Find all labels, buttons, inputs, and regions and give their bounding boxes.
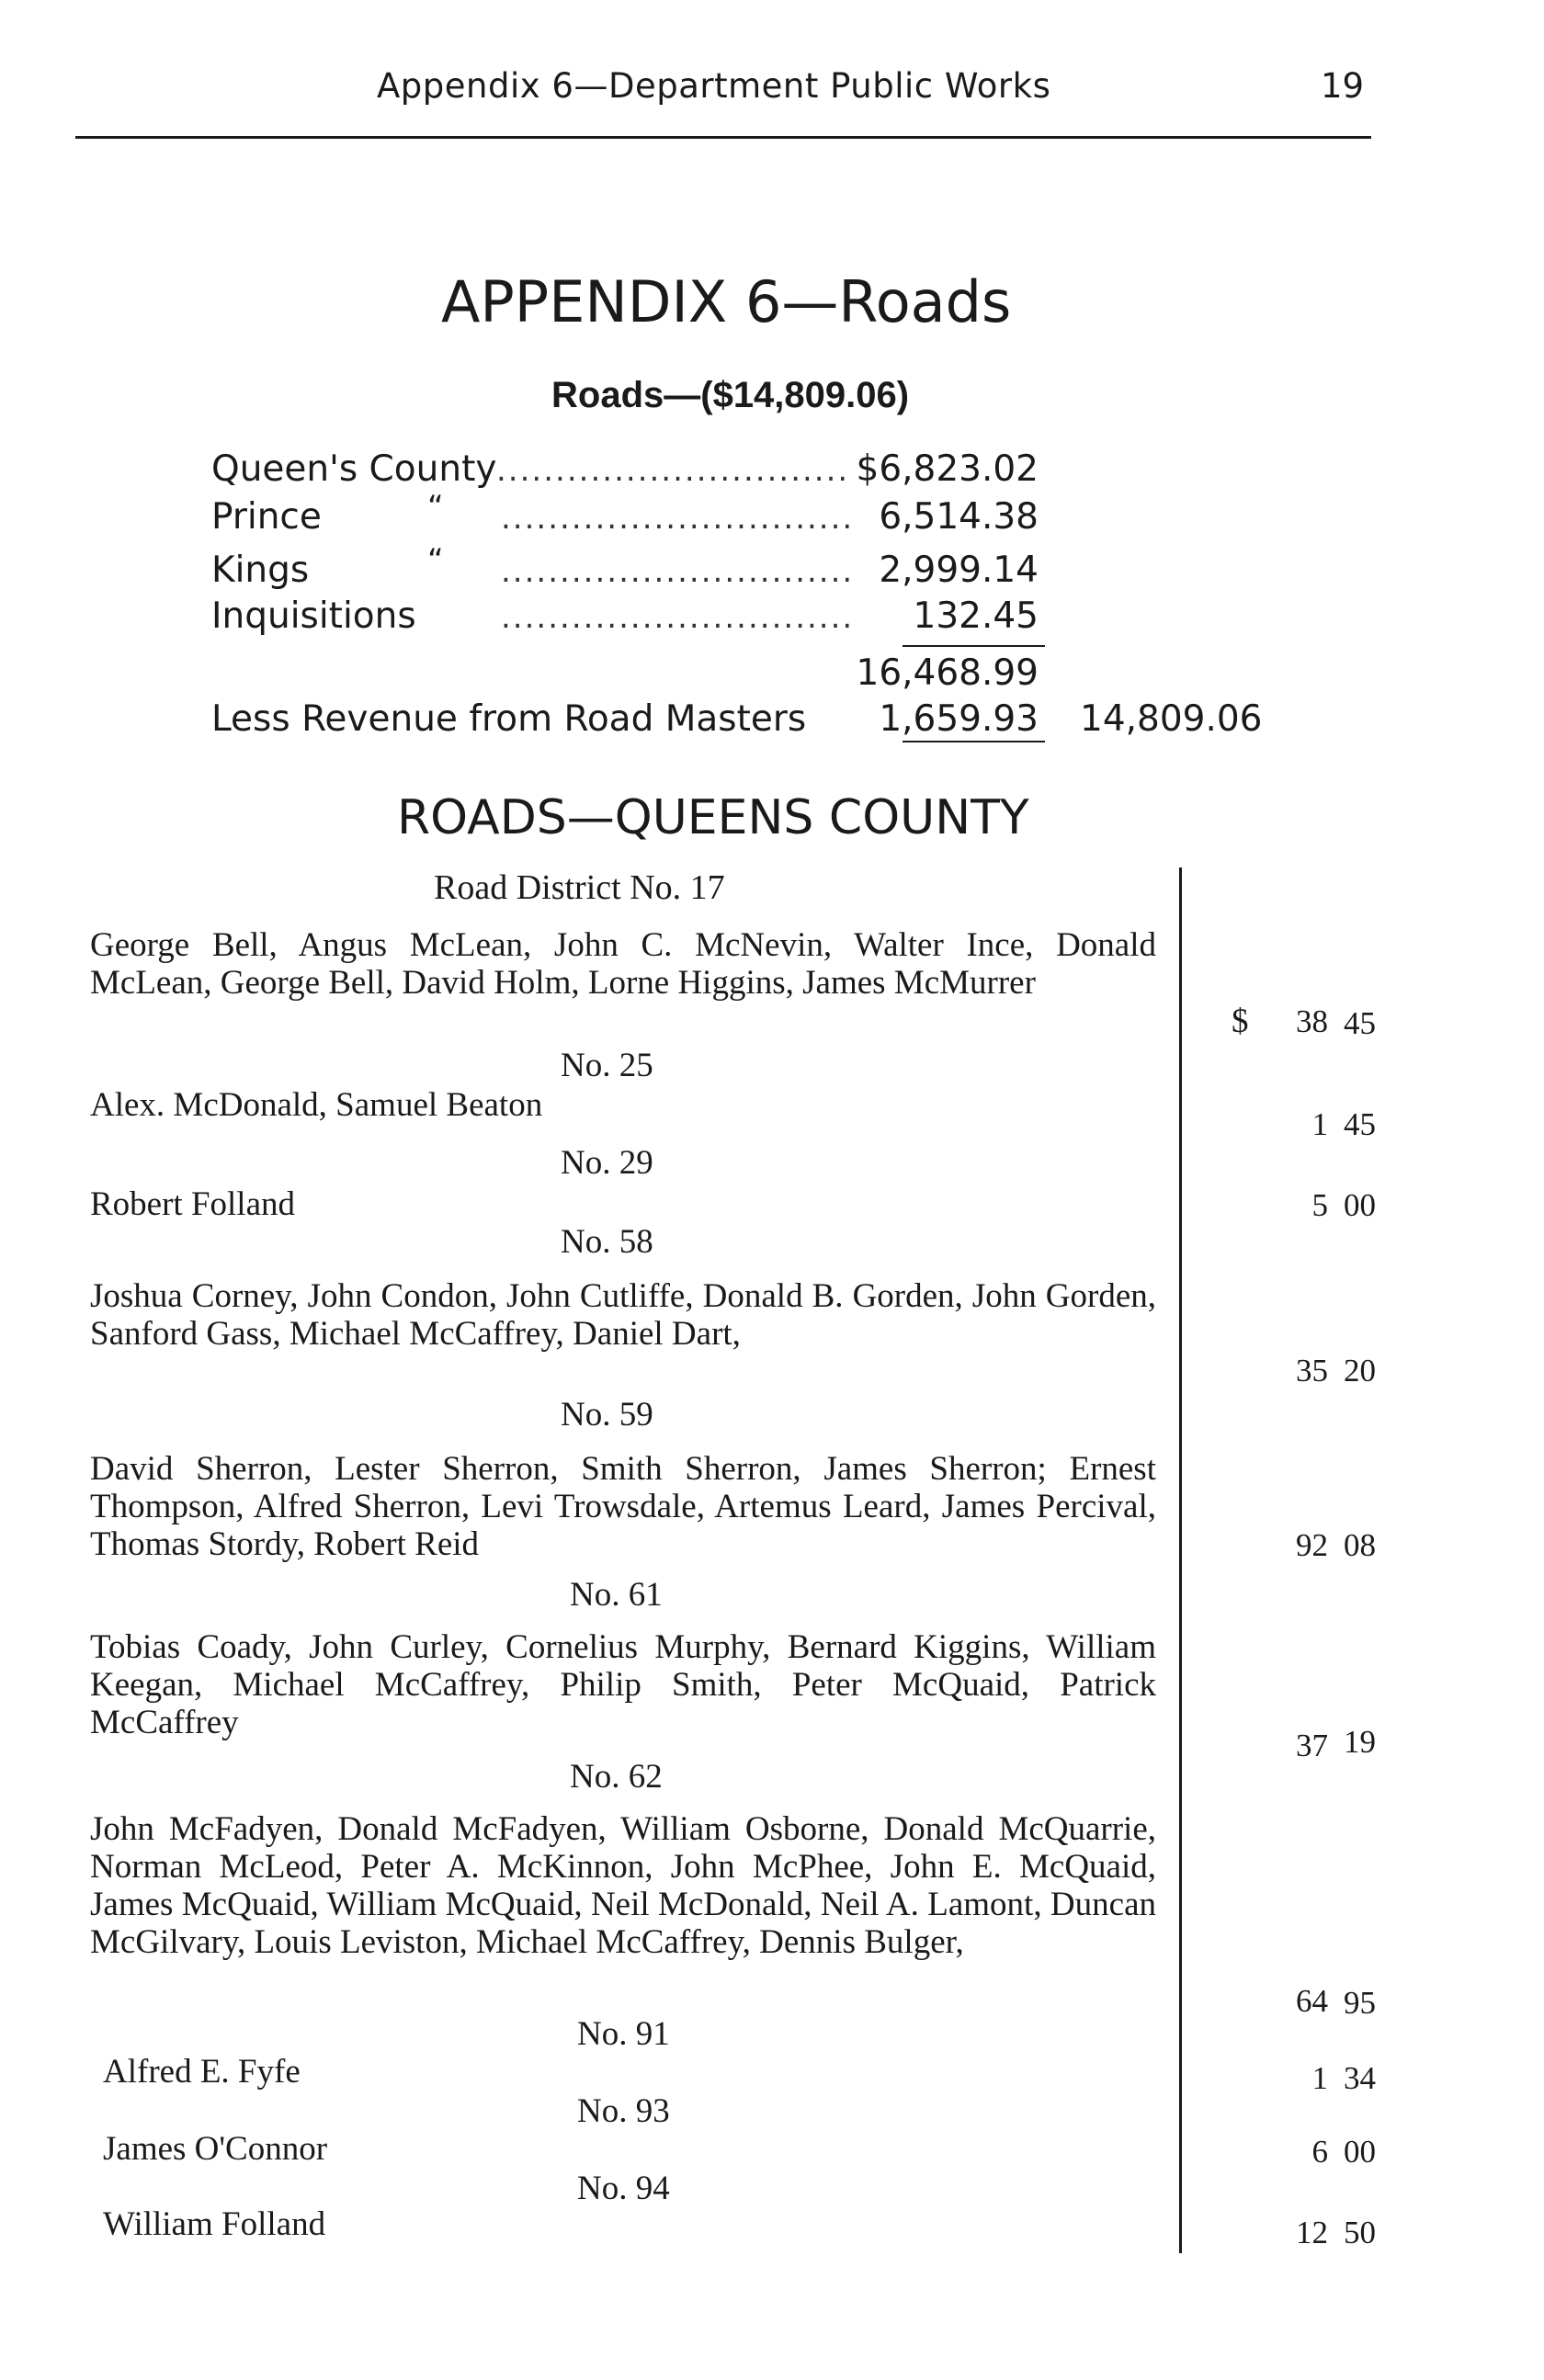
running-header-title: Appendix 6—Department Public Works xyxy=(377,66,1051,106)
district-names: Alfred E. Fyfe xyxy=(103,2053,301,2091)
district-names: David Sherron, Lester Sherron, Smith Sherron, James Sherron; Ernest Thompson, Alfred Sherron, Levi Trowsdale, Artemus Leard, James Percival, Thomas Stordy, Robert Reid xyxy=(90,1450,1156,1563)
amount-dollars: 12 xyxy=(1296,2215,1328,2250)
ditto-mark: “ xyxy=(427,489,444,526)
district-heading: No. 93 xyxy=(577,2092,670,2130)
amount-dollars: 64 xyxy=(1296,1983,1328,2019)
district-heading: No. 59 xyxy=(561,1396,653,1434)
amount-cents: 50 xyxy=(1344,2215,1376,2250)
summary-label: Queen's County xyxy=(211,448,497,490)
district-names: William Folland xyxy=(103,2205,326,2243)
summary-dots: .............................. xyxy=(501,500,855,537)
summary-amount: $6,823.02 xyxy=(856,448,1039,490)
appendix-title: APPENDIX 6—Roads xyxy=(441,268,1012,335)
amount-cents: 34 xyxy=(1344,2060,1376,2096)
amount-cents: 45 xyxy=(1344,1106,1376,1142)
district-heading: Road District No. 17 xyxy=(434,868,725,907)
amount-dollars: 38 xyxy=(1296,1003,1328,1039)
district-names: George Bell, Angus McLean, John C. McNevin, Walter Ince, Donald McLean, George Bell, David Holm, Lorne Higgins, James McMurrer xyxy=(90,926,1156,1002)
amount-cents: 95 xyxy=(1344,1985,1376,2021)
district-names: Robert Folland xyxy=(90,1185,296,1223)
summary-dots: .............................. xyxy=(501,599,855,636)
amount-cents: 20 xyxy=(1344,1353,1376,1388)
ditto-mark: “ xyxy=(427,542,444,579)
district-names: James O'Connor xyxy=(103,2130,328,2168)
district-heading: No. 62 xyxy=(570,1758,663,1796)
district-heading: No. 25 xyxy=(561,1047,653,1084)
summary-label: Inquisitions xyxy=(211,595,416,637)
subtotal-rule xyxy=(903,645,1045,647)
amount-cents: 45 xyxy=(1344,1005,1376,1041)
amount-dollars: 37 xyxy=(1296,1728,1328,1763)
district-names: Joshua Corney, John Condon, John Cutliffe, Donald B. Gorden, John Gorden, Sanford Gass, Michael McCaffrey, Daniel Dart, xyxy=(90,1277,1156,1353)
less-revenue-amount: 1,659.93 xyxy=(879,698,1039,740)
summary-dots: .............................. xyxy=(496,452,850,489)
amount-dollars: 5 xyxy=(1311,1187,1328,1223)
district-heading: No. 91 xyxy=(577,2015,670,2053)
amount-dollars: 35 xyxy=(1296,1353,1328,1388)
summary-subtotal: 16,468.99 xyxy=(856,652,1039,694)
district-names: Alex. McDonald, Samuel Beaton xyxy=(90,1086,543,1124)
amount-dollars: 92 xyxy=(1296,1527,1328,1563)
roads-total-heading: Roads—($14,809.06) xyxy=(551,375,910,415)
summary-dots: .............................. xyxy=(501,553,855,590)
district-names: Tobias Coady, John Curley, Cornelius Murphy, Bernard Kiggins, William Keegan, Michael McCaffrey, Philip Smith, Peter McQuaid, Patrick McCaffrey xyxy=(90,1628,1156,1741)
amount-dollars: 1 xyxy=(1311,2060,1328,2096)
less-revenue-label: Less Revenue from Road Masters xyxy=(211,698,807,740)
summary-amount: 6,514.38 xyxy=(879,496,1039,538)
amount-dollars: 6 xyxy=(1311,2134,1328,2170)
amount-cents: 08 xyxy=(1344,1527,1376,1563)
header-rule xyxy=(75,136,1371,139)
summary-label: Kings xyxy=(211,550,310,591)
district-heading: No. 61 xyxy=(570,1576,663,1614)
amount-cents: 00 xyxy=(1344,2134,1376,2170)
queens-county-heading: ROADS—QUEENS COUNTY xyxy=(397,790,1029,845)
ledger-column-rule xyxy=(1179,867,1182,2253)
summary-amount: 2,999.14 xyxy=(879,550,1039,591)
net-total: 14,809.06 xyxy=(1080,698,1263,740)
district-names: John McFadyen, Donald McFadyen, William Osborne, Donald McQuarrie, Norman McLeod, Peter A. McKinnon, John McPhee, John E. McQuaid, James McQuaid, William McQuaid, Neil McDonald, Neil A. Lamont, Duncan McGilvary, Louis Leviston, Michael McCaffrey, Dennis Bulger, xyxy=(90,1810,1156,1961)
amount-dollars: 1 xyxy=(1311,1106,1328,1142)
summary-label: Prince xyxy=(211,496,322,538)
district-heading: No. 58 xyxy=(561,1223,653,1261)
page-number: 19 xyxy=(1321,66,1365,106)
district-heading: No. 29 xyxy=(561,1144,653,1182)
district-heading: No. 94 xyxy=(577,2170,670,2207)
summary-amount: 132.45 xyxy=(913,595,1039,637)
dollar-sign: $ xyxy=(1232,1003,1249,1040)
total-rule xyxy=(903,741,1045,742)
amount-cents: 00 xyxy=(1344,1187,1376,1223)
amount-cents: 19 xyxy=(1344,1724,1376,1760)
